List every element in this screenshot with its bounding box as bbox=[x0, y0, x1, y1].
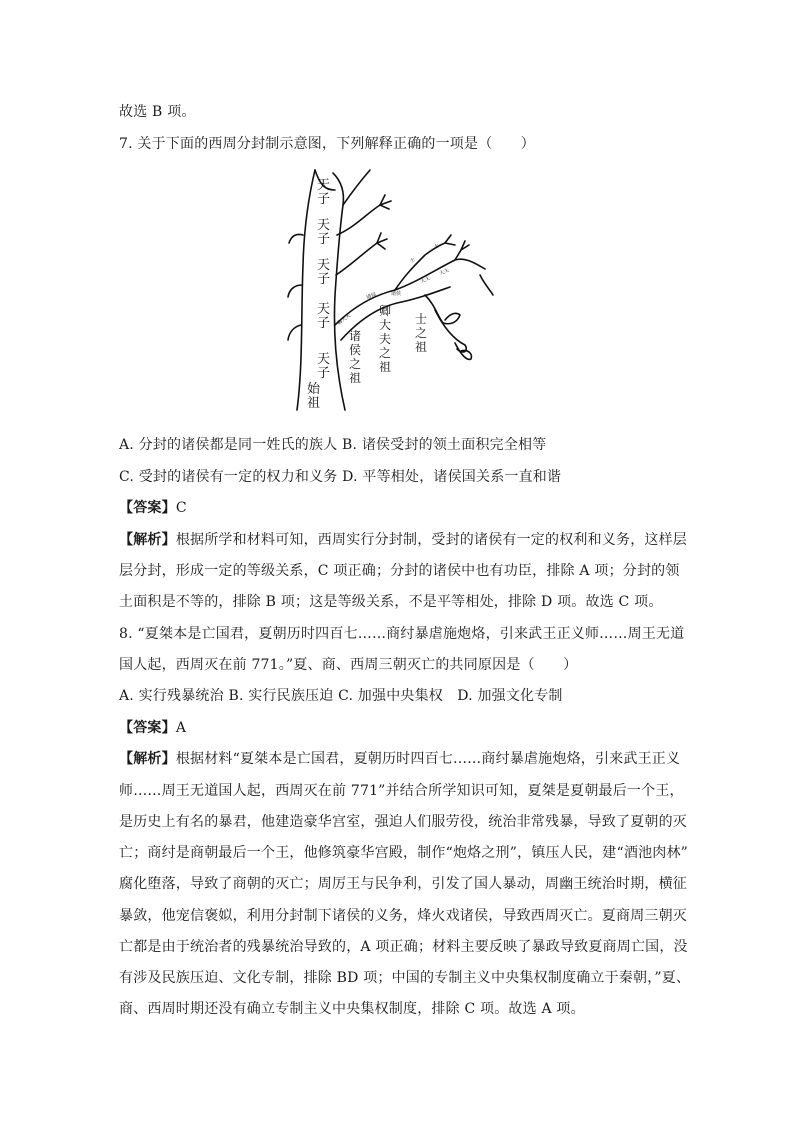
question-7-analysis-line-3: 土面积是不等的，排除 B 项；这是等级关系，不是平等相处，排除 D 项。故选 C 项。 bbox=[119, 594, 663, 610]
branch-labels bbox=[349, 304, 427, 385]
trunk-label-1: 天子 bbox=[317, 178, 331, 207]
small-branch-labels bbox=[336, 242, 450, 326]
question-7-analysis-line-2: 层分封，形成一定的等级关系，C 项正确；分封的诸侯中也有功臣，排除 A 项；分封的领 bbox=[119, 563, 680, 579]
analysis-text: 根据材料“夏桀本是亡国君，夏朝历时四百七……商纣暴虐施炮烙，引来武王正义 bbox=[175, 751, 681, 767]
question-8-stem-line-2: 国人起，西周灭在前 771。”夏、商、西周三朝灭亡的共同原因是（ ） bbox=[119, 657, 578, 673]
founder-label: 始祖 bbox=[307, 382, 321, 411]
minister-ancestor-label: 卿大夫之祖 bbox=[379, 304, 392, 374]
analysis-tag: 【解析】 bbox=[119, 751, 176, 767]
small-label-1: 卿大夫 bbox=[336, 312, 353, 327]
answer-tag: 【答案】 bbox=[119, 720, 176, 736]
answer-value: A bbox=[175, 720, 187, 736]
question-8-analysis-line-6: 暴敛，他宠信褒姒，利用分封制下诸侯的义务，烽火戏诸侯，导致西周灭亡。夏商周三朝灭 bbox=[119, 908, 687, 924]
trunk-label-3: 天子 bbox=[317, 258, 331, 287]
question-8-analysis-line-8: 有涉及民族压迫、文化专制，排除 BD 项；中国的专制主义中央集权制度确立于秦朝，”夏、 bbox=[119, 970, 691, 986]
question-8-options: A. 实行残暴统治 B. 实行民族压迫 C. 加强中央集权 D. 加强文化专制 bbox=[119, 688, 563, 704]
question-7-options-ab: A. 分封的诸侯都是同一姓氏的族人 B. 诸侯受封的领土面积完全相等 bbox=[119, 437, 547, 453]
question-7-answer bbox=[119, 498, 187, 518]
question-8-analysis-line-4: 亡；商纣是商朝最后一个王，他修筑豪华宫殿，制作“炮烙之刑”，镇压人民，建“酒池肉林” bbox=[119, 845, 689, 861]
small-label-3: 诸侯 bbox=[391, 291, 402, 297]
question-8-analysis-line-3: 是历史上有名的暴君，他建造豪华宫室，强迫人们服劳役，统治非常残暴，导致了夏朝的灭 bbox=[119, 814, 687, 830]
question-8-analysis-line-5: 腐化堕落，导致了商朝的灭亡；周厉王与民争利，引发了国人暴动，周幽王统治时期，横征 bbox=[119, 876, 687, 892]
question-7-options-cd: C. 受封的诸侯有一定的权力和义务 D. 平等相处，诸侯国关系一直和谐 bbox=[119, 469, 562, 485]
answer-value: C bbox=[175, 500, 187, 516]
small-label-7: 士 bbox=[433, 243, 441, 251]
lord-ancestor-label: 诸侯之祖 bbox=[349, 329, 362, 385]
question-7-analysis-line-1 bbox=[119, 530, 687, 550]
answer-tag: 【答案】 bbox=[119, 500, 176, 516]
question-8-answer bbox=[119, 718, 186, 738]
question-8-stem-line-1: 8. “夏桀本是亡国君，夏朝历时四百七……商纣暴虐施炮烙，引来武王正义师……周王无道 bbox=[119, 626, 685, 642]
trunk-labels bbox=[307, 178, 330, 411]
analysis-tag: 【解析】 bbox=[119, 532, 176, 548]
small-label-6: 士 bbox=[409, 257, 417, 265]
question-7-stem: 7. 关于下面的西周分封制示意图，下列解释正确的一项是（ ） bbox=[119, 136, 536, 152]
question-8-analysis-line-2: 师……周王无道国人起，西周灭在前 771”并结合所学知识可知，夏桀是夏朝最后一个王， bbox=[119, 783, 684, 799]
trunk-label-5: 天子 bbox=[317, 352, 331, 381]
scholar-ancestor-label: 士之祖 bbox=[415, 312, 428, 354]
small-label-4: 大夫 bbox=[419, 275, 432, 285]
small-label-2: 诸侯 bbox=[365, 291, 378, 301]
previous-conclusion: 故选 B 项。 bbox=[119, 104, 196, 120]
trunk-label-2: 天子 bbox=[317, 218, 331, 247]
question-8-analysis-line-7: 亡都是由于统治者的残暴统治导致的，A 项正确；材料主要反映了暴政导致夏商周亡国，没 bbox=[119, 939, 688, 955]
question-8-analysis-line-1 bbox=[119, 749, 680, 769]
question-8-analysis-line-9: 商、西周时期还没有确立专制主义中央集权制度，排除 C 项。故选 A 项。 bbox=[119, 1001, 585, 1017]
analysis-text: 根据所学和材料可知，西周实行分封制，受封的诸侯有一定的权利和义务，这样层 bbox=[175, 532, 688, 548]
western-zhou-enfeoffment-tree-diagram bbox=[285, 165, 495, 415]
small-label-5: 大夫 bbox=[438, 267, 451, 277]
trunk-label-4: 天子 bbox=[317, 302, 331, 331]
